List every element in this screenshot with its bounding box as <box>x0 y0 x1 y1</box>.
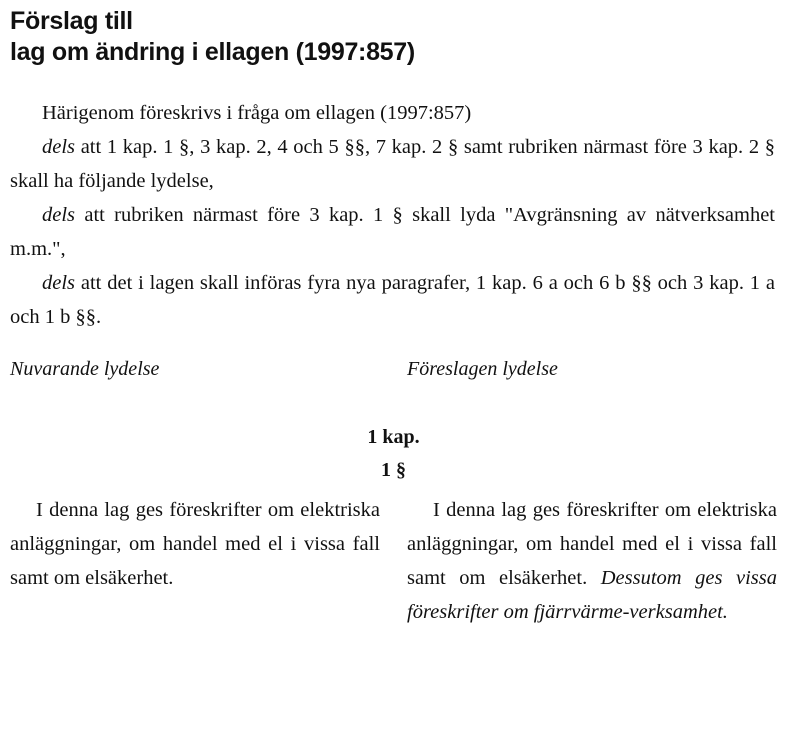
title-line-2: lag om ändring i ellagen (1997:857) <box>10 38 415 66</box>
title-line-1: Förslag till <box>10 7 133 35</box>
dels-word: dels <box>42 204 76 226</box>
intro-text <box>10 96 775 334</box>
dels-word: dels <box>42 272 76 294</box>
proposed-wording-text <box>407 493 777 629</box>
current-wording-text: I denna lag ges föreskrifter om elektriska anläggningar, om handel med el i vissa fall samt om elsäkerhet. <box>10 499 380 589</box>
intro-paragraph-3-text: att rubriken närmast före 3 kap. 1 § skall lyda "Avgränsning av nätverksamhet m.m.", <box>10 204 775 260</box>
intro-paragraph-4-text: att det i lagen skall införas fyra nya paragrafer, 1 kap. 6 a och 6 b §§ och 3 kap. 1 a och 1 b §§. <box>10 272 775 328</box>
proposed-wording-heading: Föreslagen lydelse <box>407 358 558 380</box>
intro-paragraph-4 <box>10 266 775 334</box>
intro-paragraph-3 <box>10 198 775 266</box>
intro-paragraph-2 <box>10 130 775 198</box>
paragraph-heading: 1 § <box>381 459 406 481</box>
dels-word: dels <box>42 136 76 158</box>
intro-paragraph-1: Härigenom föreskrivs i fråga om ellagen (1997:857) <box>42 102 472 124</box>
current-wording-heading: Nuvarande lydelse <box>10 358 160 380</box>
intro-paragraph-2-text: att 1 kap. 1 §, 3 kap. 2, 4 och 5 §§, 7 kap. 2 § samt rubriken närmast före 3 kap. 2 § skall ha följande lydelse, <box>10 136 775 192</box>
proposed-wording-plain: I denna lag ges föreskrifter om elektriska anläggningar, om handel med el i vissa fall samt om elsäkerhet. <box>407 499 777 589</box>
proposed-wording-addition: Dessutom ges vissa föreskrifter om fjärrvärme-verksamhet. <box>407 567 777 623</box>
chapter-heading: 1 kap. <box>367 426 420 448</box>
document-title <box>10 6 415 68</box>
